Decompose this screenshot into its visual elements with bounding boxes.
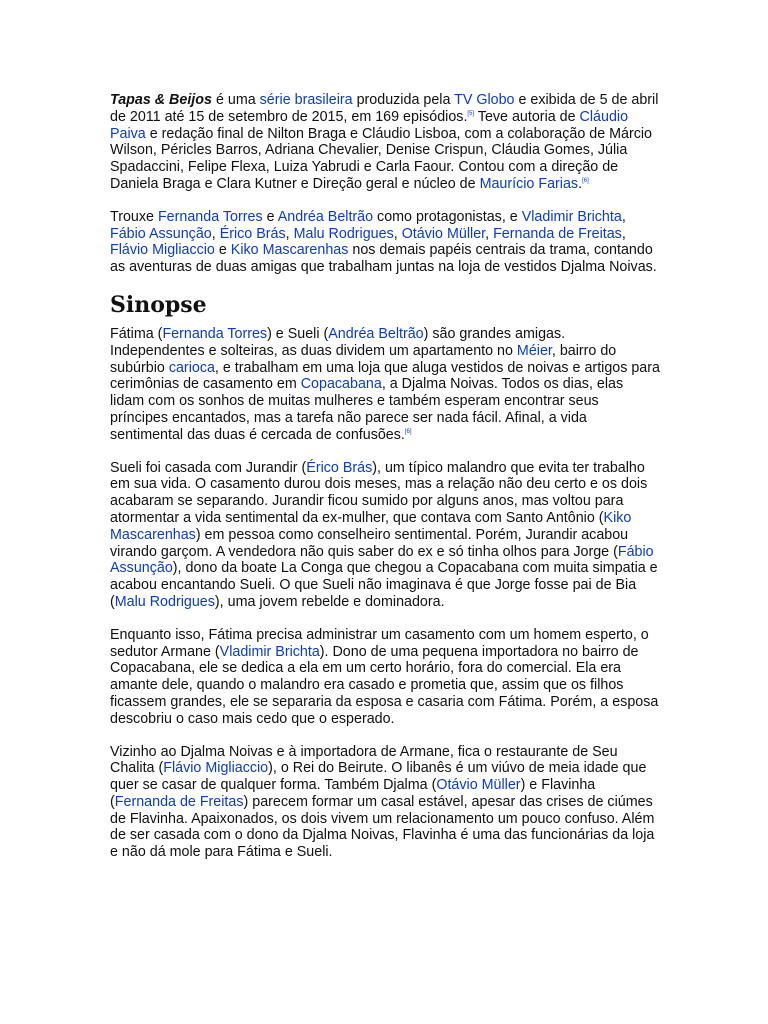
link-fernanda-torres[interactable]: Fernanda Torres (157, 208, 263, 225)
link-otavio-muller[interactable]: Otávio Müller (436, 777, 521, 794)
link-mauricio-farias[interactable]: Maurício Farias (479, 175, 579, 192)
reference-6[interactable]: [6] (404, 428, 412, 435)
link-erico-bras[interactable]: Érico Brás (306, 459, 373, 476)
series-title: Tapas & Beijos (110, 92, 212, 108)
reference-6[interactable]: [6] (582, 177, 589, 184)
link-otavio-muller[interactable]: Otávio Müller (401, 225, 486, 242)
synopsis-paragraph-4: Vizinho ao Djalma Noivas e à importadora de Armane, fica o restaurante de Seu Chalita (Flávio Migliaccio), o Rei do Beirute. O libanês é um viúvo de meia idade que quer se casar de qualquer forma. Também Djalma (Otávio Müller) e Flavinha (Fernanda de Freitas) parecem formar um casal estável, apesar das crises de ciúmes de Flavinha. Apaixonados, os dois vivem um relacionamento um pouco confuso. Além de ser casada com o dono da Djalma Noivas, Flavinha é uma das funcionárias da loja e não dá mole para Fátima e Sueli. (110, 743, 655, 861)
intro-paragraph: Tapas & Beijos é uma série brasileira produzida pela TV Globo e exibida de 5 de abril de 2011 até 15 de setembro de 2015, em 169 episódios.[5] Teve autoria de Cláudio Paiva e redação final de Nilton Braga e Cláudio Lisboa, com a colaboração de Márcio Wilson, Péricles Barros, Adriana Chevalier, Denise Crispun, Cláudia Gomes, Júlia Spadaccini, Felipe Flexa, Luiza Yabrudi e Carla Faour. Contou com a direção de Daniela Braga e Clara Kutner e Direção geral e núcleo de Maurício Farias.[6] (110, 92, 659, 192)
article-body (110, 92, 660, 877)
link-fernanda-de-freitas[interactable]: Fernanda de Freitas (493, 225, 622, 242)
link-fernanda-de-freitas[interactable]: Fernanda de Freitas (114, 793, 244, 810)
link-fabio-assuncao[interactable]: Fábio Assunção (110, 225, 212, 242)
synopsis-paragraph-3: Enquanto isso, Fátima precisa administrar um casamento com um homem esperto, o sedutor Armane (Vladimir Brichta). Dono de uma pequena importadora no bairro de Copacabana, ele se dedica a ela em um certo horário, fora do comercial. Ela era amante dele, quando o malandro era casado e prometia que, assim que os filhos ficassem grandes, ele se separaria da esposa e casaria com Fátima. Porém, a esposa descobriu o caso mais cedo que o esperado. (110, 626, 659, 727)
reference-5[interactable]: [5] (467, 110, 475, 117)
synopsis-paragraph-1: Fátima (Fernanda Torres) e Sueli (Andréa Beltrão) são grandes amigas. Independentes e solteiras, as duas dividem um apartamento no Méier, bairro do subúrbio carioca, e trabalham em uma loja que aluga vestidos de noivas e artigos para cerimônias de casamento em Copacabana, a Djalma Noivas. Todos os dias, elas lidam com os sonhos de muitas mulheres e também esperam encontrar seus príncipes encantados, mas a tarefa não parece ser nada fácil. Afinal, a vida sentimental das duas é cercada de confusões.[6] (110, 325, 660, 443)
link-claudio-paiva[interactable]: Cláudio Paiva (110, 108, 629, 142)
link-flavio-migliaccio[interactable]: Flávio Migliaccio (163, 760, 269, 777)
link-tv-globo[interactable]: TV Globo (454, 92, 515, 108)
link-erico-bras[interactable]: Érico Brás (219, 225, 286, 242)
link-carioca[interactable]: carioca (168, 359, 215, 376)
link-kiko-mascarenhas[interactable]: Kiko Mascarenhas (230, 242, 349, 259)
link-andrea-beltrao[interactable]: Andréa Beltrão (277, 208, 374, 225)
link-copacabana[interactable]: Copacabana (300, 376, 382, 393)
link-flavio-migliaccio[interactable]: Flávio Migliaccio (110, 242, 215, 259)
link-malu-rodrigues[interactable]: Malu Rodrigues (114, 593, 215, 610)
link-fernanda-torres[interactable]: Fernanda Torres (162, 325, 268, 342)
link-vladimir-brichta[interactable]: Vladimir Brichta (219, 643, 320, 660)
link-meier[interactable]: Méier (516, 342, 552, 359)
link-andrea-beltrao[interactable]: Andréa Beltrão (328, 325, 424, 342)
synopsis-paragraph-2: Sueli foi casada com Jurandir (Érico Brás), um típico malandro que evita ter trabalho em sua vida. O casamento durou dois meses, mas a relação não deu certo e os dois acabaram se separando. Jurandir ficou sumido por alguns anos, mas voltou para atormentar a vida sentimental da ex-mulher, que contava com Santo Antônio (Kiko Mascarenhas) em pessoa como conselheiro sentimental. Porém, Jurandir acabou virando garçom. A vendedora não quis saber do ex e só tinha olhos para Jorge (Fábio Assunção), dono da boate La Conga que chegou a Copacabana com muita simpatia e acabou encantando Sueli. O que Sueli não imaginava é que Jorge fosse pai de Bia (Malu Rodrigues), uma jovem rebelde e dominadora. (110, 459, 658, 610)
link-kiko-mascarenhas[interactable]: Kiko Mascarenhas (110, 509, 632, 543)
link-malu-rodrigues[interactable]: Malu Rodrigues (293, 225, 394, 242)
link-vladimir-brichta[interactable]: Vladimir Brichta (521, 208, 622, 225)
link-fabio-assuncao[interactable]: Fábio Assunção (110, 543, 654, 577)
link-serie-brasileira[interactable]: série brasileira (259, 92, 353, 108)
cast-paragraph: Trouxe Fernanda Torres e Andréa Beltrão como protagonistas, e Vladimir Brichta, Fábio Assunção, Érico Brás, Malu Rodrigues, Otávio Müller, Fernanda de Freitas, Flávio Migliaccio e Kiko Mascarenhas nos demais papéis centrais da trama, contando as aventuras de duas amigas que trabalham juntas na loja de vestidos Djalma Noivas. (110, 208, 657, 276)
section-heading-sinopse: Sinopse (110, 291, 207, 318)
